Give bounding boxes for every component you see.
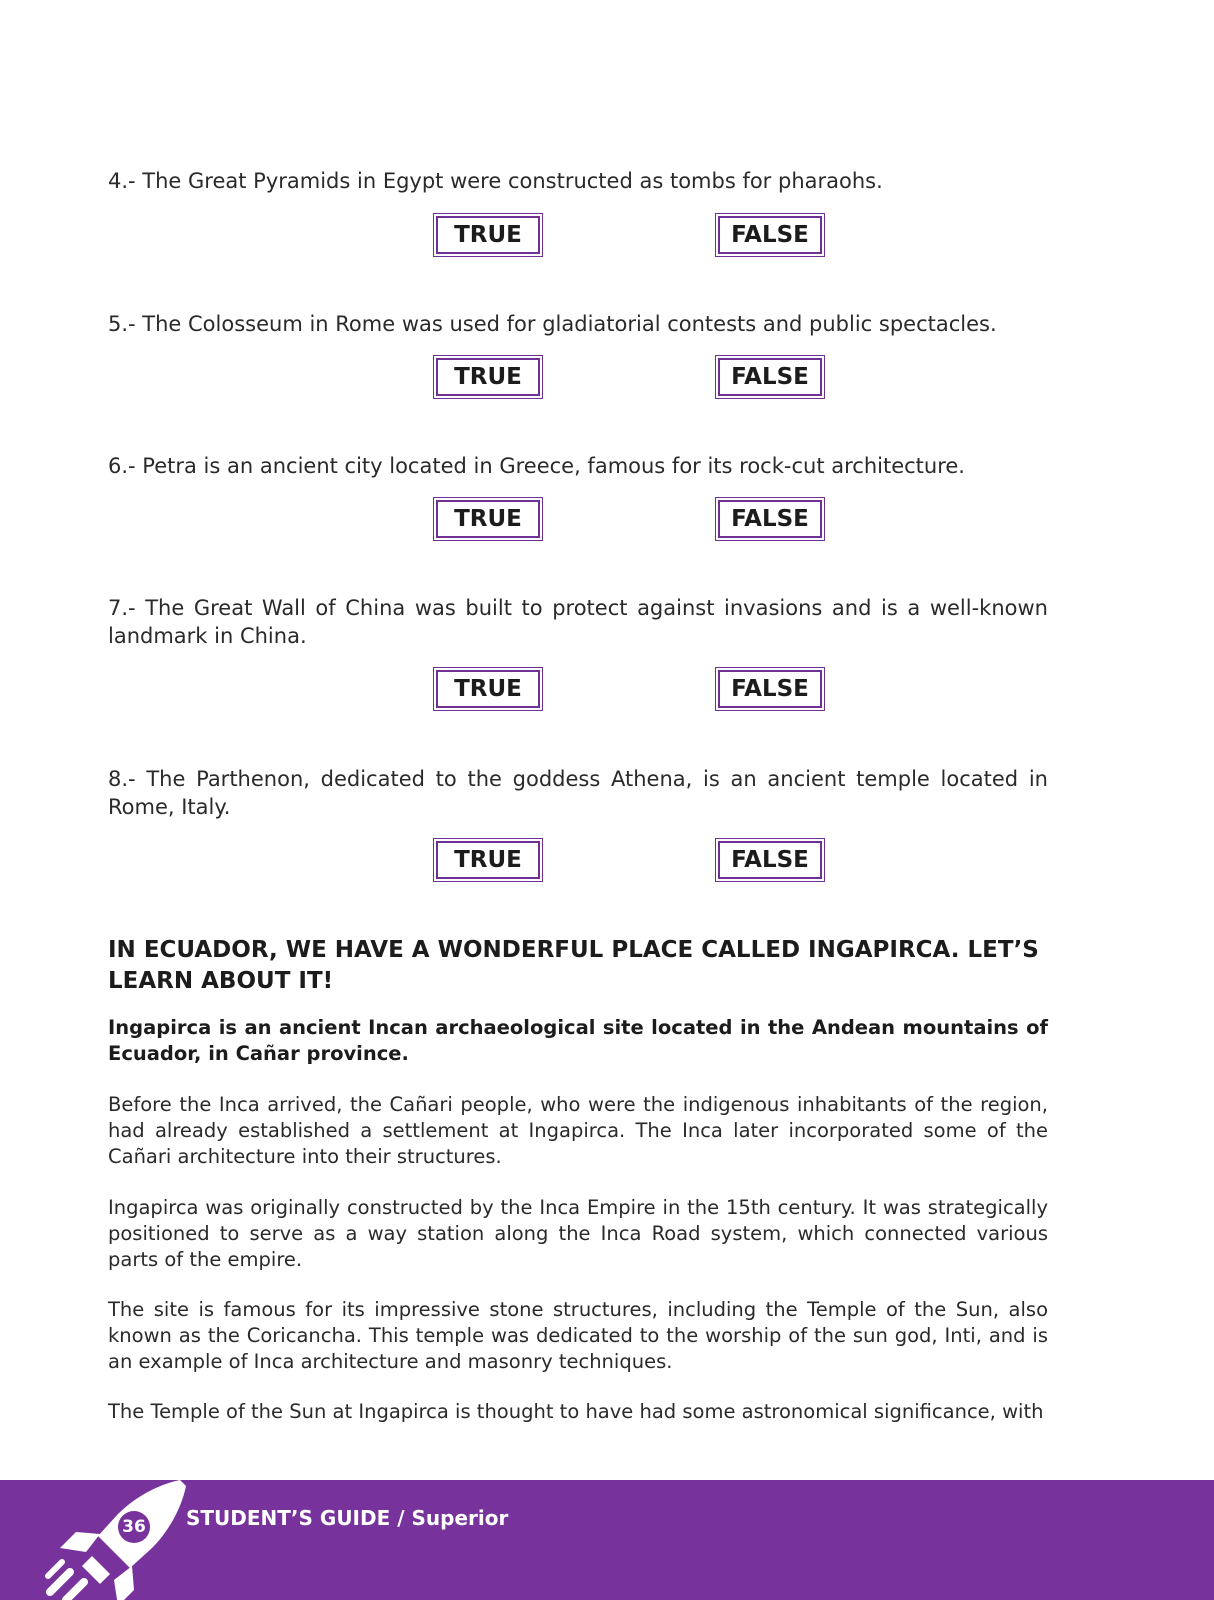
question-4-true-button[interactable]: TRUE	[436, 216, 540, 254]
question-4-text: 4.- The Great Pyramids in Egypt were constructed as tombs for pharaohs.	[108, 169, 883, 193]
question-4-false-button[interactable]: FALSE	[718, 216, 822, 254]
rocket-icon	[40, 1478, 200, 1600]
paragraph-2: Ingapirca was originally constructed by the Inca Empire in the 15th century. It was strategically positioned to serve as a way station along the Inca Road system, which connected various parts of the empire.	[108, 1196, 1048, 1271]
question-5-true-button[interactable]: TRUE	[436, 358, 540, 396]
question-8-false-button[interactable]: FALSE	[718, 841, 822, 879]
footer-guide-label: STUDENT’S GUIDE / Superior	[186, 1506, 509, 1530]
question-7-false-button[interactable]: FALSE	[718, 670, 822, 708]
question-8-true-button[interactable]: TRUE	[436, 841, 540, 879]
question-6-text: 6.- Petra is an ancient city located in Greece, famous for its rock-cut architecture.	[108, 454, 965, 478]
page-number: 36	[118, 1511, 150, 1543]
question-5-text: 5.- The Colosseum in Rome was used for gladiatorial contests and public spectacles.	[108, 312, 997, 336]
section-lead: Ingapirca is an ancient Incan archaeological site located in the Andean mountains of Ecuador, in Cañar province.	[108, 1016, 1048, 1065]
question-8-text: 8.- The Parthenon, dedicated to the goddess Athena, is an ancient temple located in Rome, Italy.	[108, 767, 1048, 819]
question-7-text: 7.- The Great Wall of China was built to protect against invasions and is a well-known landmark in China.	[108, 596, 1048, 648]
question-6-true-button[interactable]: TRUE	[436, 500, 540, 538]
section-heading: IN ECUADOR, WE HAVE A WONDERFUL PLACE CALLED INGAPIRCA. LET’S LEARN ABOUT IT!	[108, 937, 1039, 994]
paragraph-3: The site is famous for its impressive stone structures, including the Temple of the Sun, also known as the Coricancha. This temple was dedicated to the worship of the sun god, Inti, and is an example of Inca architecture and masonry techniques.	[108, 1298, 1048, 1373]
question-5-false-button[interactable]: FALSE	[718, 358, 822, 396]
paragraph-4: The Temple of the Sun at Ingapirca is thought to have had some astronomical significance, with	[108, 1400, 1044, 1423]
question-6-false-button[interactable]: FALSE	[718, 500, 822, 538]
paragraph-1: Before the Inca arrived, the Cañari people, who were the indigenous inhabitants of the region, had already established a settlement at Ingapirca. The Inca later incorporated some of the Cañari architecture into their structures.	[108, 1093, 1048, 1168]
question-7-true-button[interactable]: TRUE	[436, 670, 540, 708]
